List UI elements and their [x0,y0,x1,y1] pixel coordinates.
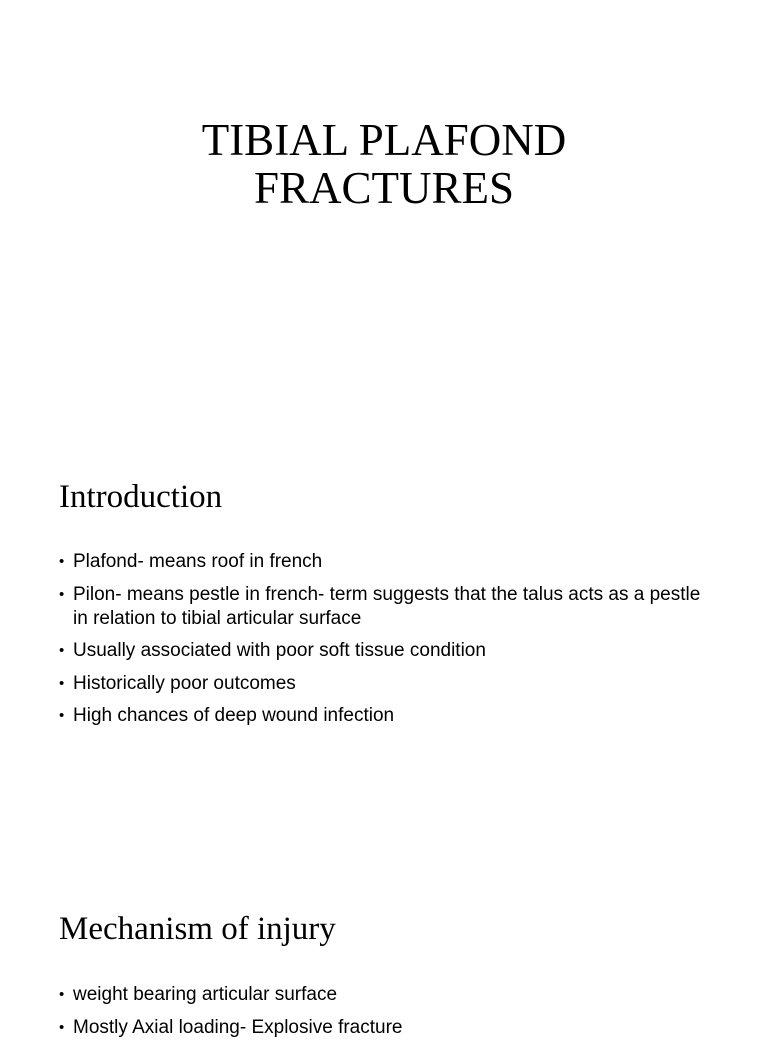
bullet-item [59,672,709,696]
bullet-icon: • [59,986,65,1003]
bullet-item [59,1016,709,1040]
mechanism-heading: Mechanism of injury [59,911,336,947]
bullet-text: High chances of deep wound infection [73,705,395,726]
bullet-icon: • [59,674,65,692]
bullet-icon: • [59,585,65,603]
introduction-bullet-list [59,550,709,737]
bullet-item [59,550,709,574]
bullet-text: Historically poor outcomes [73,672,296,694]
title-slide [0,0,768,434]
bullet-text: Pilon- means pestle in french- term suggests that the talus acts as a pestle in relation to tibial articular surface [73,583,701,629]
bullet-item [59,583,709,631]
bullet-item [59,704,709,728]
mechanism-bullet-list [59,983,709,1048]
mechanism-slide [0,910,768,1038]
bullet-icon: • [59,1018,65,1036]
title-line: TIBIAL PLAFOND [201,115,567,165]
bullet-text: Usually associated with poor soft tissue condition [73,640,486,661]
introduction-slide [0,478,768,778]
bullet-item [59,639,709,663]
title-line: FRACTURES [253,163,515,213]
bullet-text: Plafond- means roof in french [73,551,323,572]
bullet-icon: • [59,707,65,724]
bullet-text: weight bearing articular surface [73,984,338,1005]
bullet-text: Mostly Axial loading- Explosive fracture [73,1016,403,1038]
bullet-icon: • [59,642,65,659]
bullet-item [59,983,709,1007]
presentation-title [0,116,768,212]
introduction-heading: Introduction [59,479,223,515]
bullet-icon: • [59,553,65,570]
